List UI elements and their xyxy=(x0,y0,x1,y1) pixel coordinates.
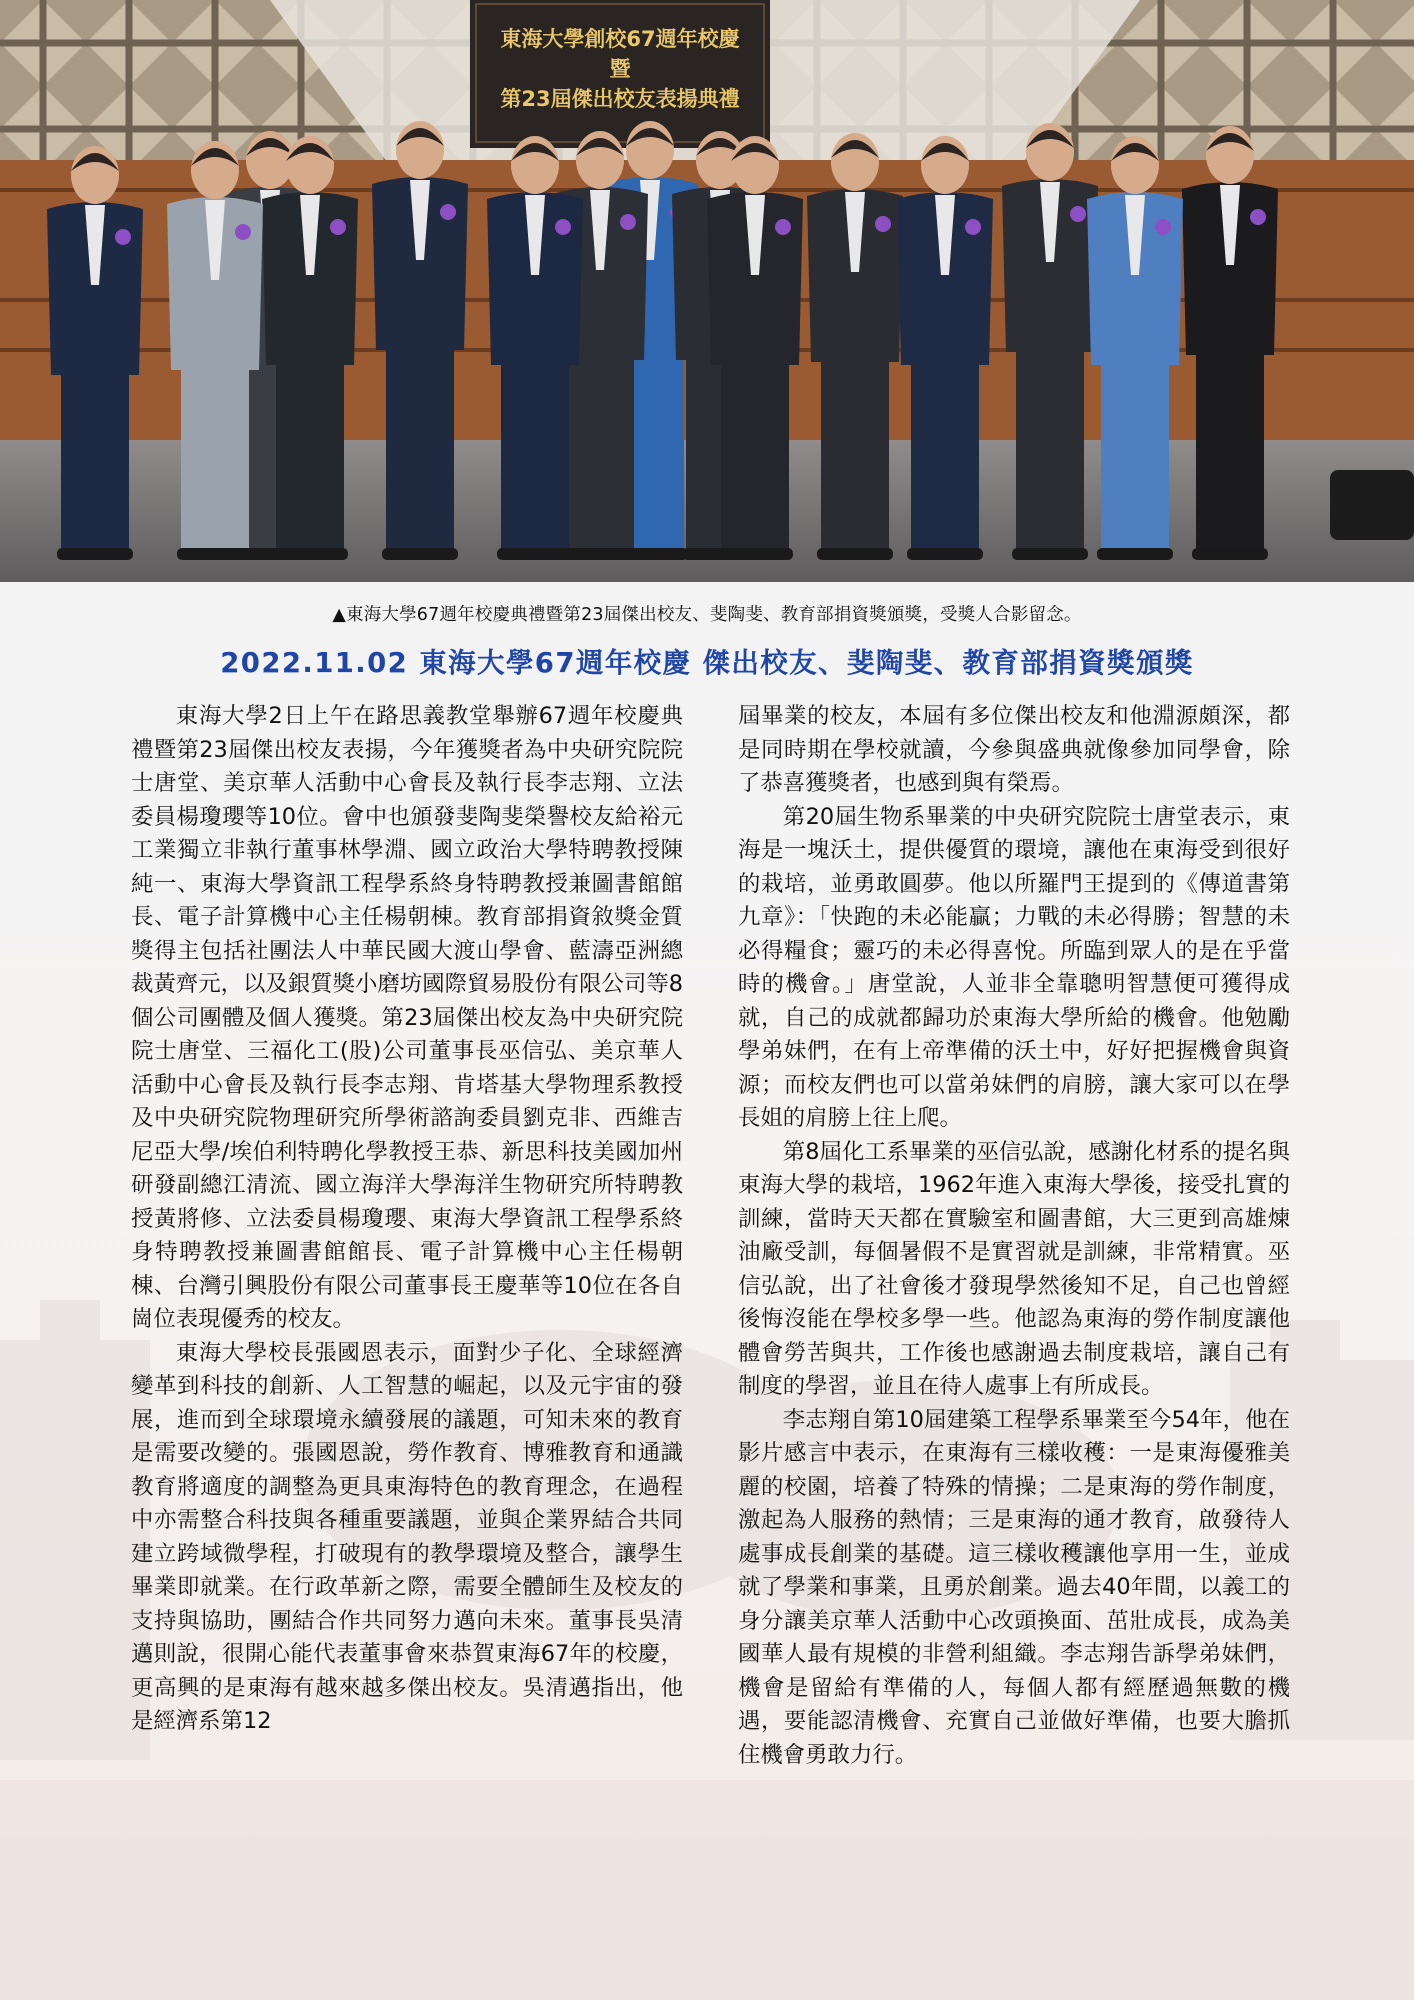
person-figure xyxy=(1002,123,1098,560)
right-paragraph-1: 屆畢業的校友，本屆有多位傑出校友和他淵源頗深，都是同時期在學校就讀，今參與盛典就像參加同學會，除了恭喜獲獎者，也感到與有榮焉。 xyxy=(738,703,1290,796)
article-headline: 2022.11.02 東海大學67週年校慶 傑出校友、斐陶斐、教育部捐資獎頒獎 xyxy=(220,647,1194,679)
person-figure xyxy=(487,136,583,560)
right-paragraph-2: 第20屆生物系畢業的中央研究院院士唐堂表示，東海是一塊沃土，提供優質的環境，讓他在東海受到很好的栽培，並勇敢圓夢。他以所羅門王提到的《傳道書第九章》：「快跑的未必能贏；力戰的未必得勝；智慧的未必得糧食；靈巧的未必得喜悅。所臨到眾人的是在乎當時的機會。」唐堂說，人並非全靠聰明智慧便可獲得成就，自己的成就都歸功於東海大學所給的機會。他勉勵學弟妹們，在有上帝準備的沃土中，好好把握機會與資源；而校友們也可以當弟妹們的肩膀，讓大家可以在學長姐的肩膀上往上爬。 xyxy=(738,803,1290,1131)
person-figure xyxy=(1182,126,1278,560)
plaque-line-1: 東海大學創校67週年校慶 xyxy=(500,27,740,51)
person-figure xyxy=(897,136,993,560)
left-paragraph-1: 東海大學2日上午在路思義教堂舉辦67週年校慶典禮暨第23屆傑出校友表揚，今年獲獎者為中央研究院院士唐堂、美京華人活動中心會長及執行長李志翔、立法委員楊瓊瓔等10位。會中也頒發斐陶斐榮譽校友給裕元工業獨立非執行董事林學淵、國立政治大學特聘教授陳純一、東海大學資訊工程學系終身特聘教授兼圖書館館長、電子計算機中心主任楊朝棟。教育部捐資敘獎金質獎得主包括社團法人中華民國大渡山學會、藍濤亞洲總裁黃齊元，以及銀質獎小磨坊國際貿易股份有限公司等8個公司團體及個人獲獎。第23屆傑出校友為中央研究院院士唐堂、三福化工(股)公司董事長巫信弘、美京華人活動中心會長及執行長李志翔、肯塔基大學物理系教授及中央研究院物理研究所學術諮詢委員劉克非、西維吉尼亞大學/埃伯利特聘化學教授王恭、新思科技美國加州研發副總江清流、國立海洋大學海洋生物研究所特聘教授黃將修、立法委員楊瓊瓔、東海大學資訊工程學系終身特聘教授兼圖書館館長、電子計算機中心主任楊朝棟、台灣引興股份有限公司董事長王慶華等10位在各自崗位表現優秀的校友。 xyxy=(131,703,683,1332)
left-paragraph-2: 東海大學校長張國恩表示，面對少子化、全球經濟變革到科技的創新、人工智慧的崛起，以及元宇宙的發展，進而到全球環境永續發展的議題，可知未來的教育是需要改變的。張國恩說，勞作教育、博雅教育和通識教育將適度的調整為更具東海特色的教育理念，在過程中亦需整合科技與各種重要議題，並與企業界結合共同建立跨域微學程，打破現有的教學環境及整合，讓學生畢業即就業。在行政革新之際，需要全體師生及校友的支持與協助，團結合作共同努力邁向未來。董事長吳清邁則說，很開心能代表董事會來恭賀東海67年的校慶，更高興的是東海有越來越多傑出校友。吳清邁指出，他是經濟系第12 xyxy=(131,1339,683,1734)
person-figure xyxy=(807,133,903,560)
right-paragraph-4: 李志翔自第10屆建築工程學系畢業至今54年，他在影片感言中表示，在東海有三樣收穫：一是東海優雅美麗的校園，培養了特殊的情操；二是東海的勞作制度，激起為人服務的熱情；三是東海的通才教育，啟發待人處事成長創業的基礎。這三樣收穫讓他享用一生，並成就了學業和事業，且勇於創業。過去40年間，以義工的身分讓美京華人活動中心改頭換面、茁壯成長，成為美國華人最有規模的非營利組織。李志翔告訴學弟妹們，機會是留給有準備的人，每個人都有經歷過無數的機遇，要能認清機會、充實自己並做好準備，也要大膽抓住機會勇敢力行。 xyxy=(738,1406,1290,1768)
plaque-line-2: 暨 xyxy=(609,57,631,81)
person-figure xyxy=(167,141,263,560)
ceremony-plaque xyxy=(470,0,770,148)
article-left-column xyxy=(131,700,683,1739)
person-figure xyxy=(1087,136,1183,560)
right-paragraph-3: 第8屆化工系畢業的巫信弘說，感謝化材系的提名與東海大學的栽培，1962年進入東海大學後，接受扎實的訓練，當時天天都在實驗室和圖書館，大三更到高雄煉油廠受訓，每個暑假不是實習就是訓練，非常精實。巫信弘說，出了社會後才發現學然後知不足，自己也曾經後悔沒能在學校多學一些。他認為東海的勞作制度讓他體會勞苦與共，工作後也感謝過去制度栽培，讓自己有制度的學習，並且在待人處事上有所成長。 xyxy=(738,1138,1290,1399)
stage-speaker xyxy=(1330,470,1414,540)
person-figure xyxy=(707,136,803,560)
person-figure xyxy=(372,121,468,560)
article-right-column xyxy=(738,700,1290,1772)
person-figure xyxy=(262,136,358,560)
photo-caption: ▲東海大學67週年校慶典禮暨第23屆傑出校友、斐陶斐、教育部捐資獎頒獎，受獎人合影留念。 xyxy=(332,605,1082,625)
plaque-line-3: 第23屆傑出校友表揚典禮 xyxy=(500,87,740,111)
group-photo xyxy=(0,0,1414,582)
person-figure xyxy=(47,146,143,560)
